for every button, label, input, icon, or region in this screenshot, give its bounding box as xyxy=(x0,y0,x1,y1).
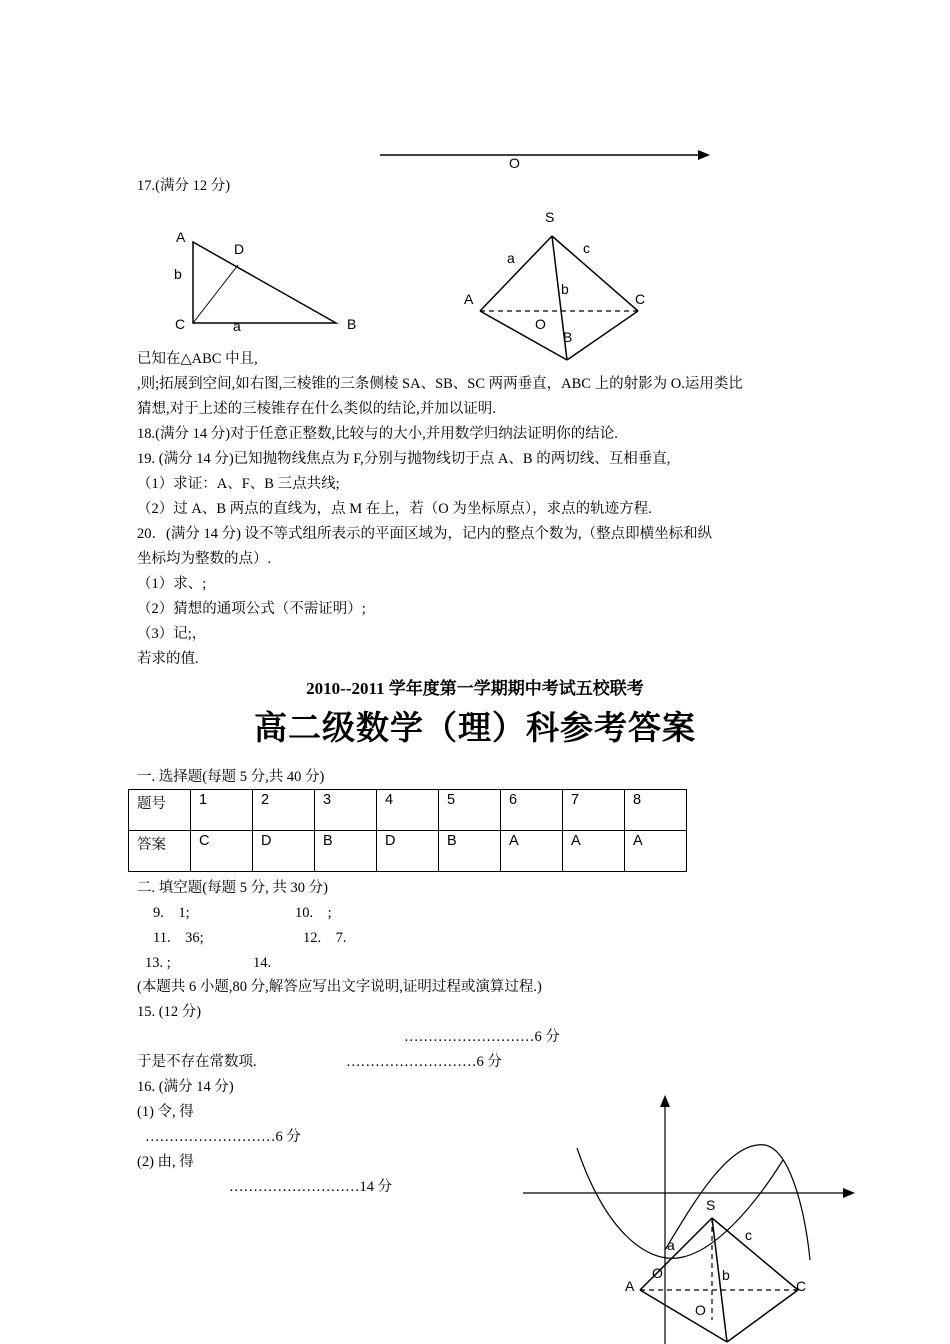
label-s: S xyxy=(706,1197,716,1213)
q19-line2: （1）求证：A、F、B 三点共线; xyxy=(137,476,340,492)
answer-10: 10. ; xyxy=(295,905,332,921)
label-a-side: a xyxy=(233,318,241,334)
triangle-figure xyxy=(165,225,365,335)
q20-line4: （2）猜想的通项公式（不需证明）; xyxy=(137,601,366,617)
table-cell: 3 xyxy=(315,790,377,831)
table-row-numbers xyxy=(129,790,687,831)
table-cell: A xyxy=(563,831,625,872)
q16-line1: (1) 令, 得 xyxy=(137,1104,194,1120)
edge-ab xyxy=(480,311,567,360)
edge-sa xyxy=(480,236,552,311)
segment-cd xyxy=(193,265,238,323)
table-cell: 1 xyxy=(191,790,253,831)
table-cell: 4 xyxy=(377,790,439,831)
section2-heading: 二. 填空题(每题 5 分, 共 30 分) xyxy=(137,880,328,896)
answer-14: 14. xyxy=(253,955,272,971)
x-axis-arrow xyxy=(843,1188,855,1198)
triangle-abc xyxy=(193,242,336,323)
q15-line2: 于是不存在常数项. xyxy=(137,1054,257,1070)
q19-line1: 19. (满分 14 分)已知抛物线焦点为 F,分别与抛物线切于点 A、B 的两切线、互相垂直, xyxy=(137,451,671,467)
q15-score2: ………………………6 分 xyxy=(346,1054,502,1070)
label-b-side: b xyxy=(174,266,182,282)
label-b-vertex: B xyxy=(347,316,357,332)
label-a-vertex: A xyxy=(464,291,474,307)
label-c-vertex: C xyxy=(175,316,186,332)
label-d: D xyxy=(234,241,245,257)
q17-line3: 猜想,对于上述的三棱锥存在什么类似的结论,并加以证明. xyxy=(137,401,496,417)
label-b-vertex: B xyxy=(563,329,573,345)
q16-score2: ………………………14 分 xyxy=(229,1179,393,1195)
q17-line2: ,则;拓展到空间,如右图,三棱锥的三条侧棱 SA、SB、SC 两两垂直，ABC 上的射影为 O.运用类比 xyxy=(137,376,743,392)
table-cell: 7 xyxy=(563,790,625,831)
label-o: O xyxy=(509,155,520,171)
table-cell: B xyxy=(315,831,377,872)
table-cell: 2 xyxy=(253,790,315,831)
table-cell: C xyxy=(191,831,253,872)
table-cell: A xyxy=(501,831,563,872)
table-cell: 8 xyxy=(625,790,687,831)
arrow-head xyxy=(698,150,710,160)
q20-line6: 若求的值. xyxy=(137,651,199,667)
label-o-foot: O xyxy=(695,1302,706,1318)
label-a-vertex: A xyxy=(176,229,186,245)
q20-line1: 20．(满分 14 分) 设不等式组所表示的平面区域为，记内的整点个数为,（整点即横坐标和纵 xyxy=(137,526,713,542)
label-c-edge: c xyxy=(583,240,590,256)
q20-line5: （3）记;， xyxy=(137,626,207,642)
answer-9: 9. 1; xyxy=(153,905,190,921)
q16-line2: (2) 由, 得 xyxy=(137,1154,194,1170)
answer-title: 2010--2011 学年度第一学期期中考试五校联考 xyxy=(306,679,644,698)
q17-line1: 已知在△ABC 中且, xyxy=(137,351,258,367)
row-label-number: 题号 xyxy=(129,790,191,831)
answer-13: 13. ; xyxy=(145,955,171,971)
q18-text: 18.(满分 14 分)对于任意正整数,比较与的大小,并用数学归纳法证明你的结论. xyxy=(137,426,618,442)
label-a-vertex: A xyxy=(625,1278,635,1294)
choice-answer-table xyxy=(128,789,687,872)
y-axis-arrow xyxy=(660,1095,670,1107)
table-cell: D xyxy=(253,831,315,872)
q15-heading: 15. (12 分) xyxy=(137,1004,202,1020)
bottom-figure xyxy=(515,1090,865,1344)
q16-score1: ………………………6 分 xyxy=(145,1129,301,1145)
label-c-vertex: C xyxy=(796,1278,807,1294)
label-b-edge: b xyxy=(561,281,569,297)
edge-ab xyxy=(640,1290,727,1342)
label-b-edge: b xyxy=(722,1267,730,1283)
section1-heading: 一. 选择题(每题 5 分,共 40 分) xyxy=(137,769,325,785)
parabola-curve-1 xyxy=(577,1148,783,1258)
edge-sc xyxy=(552,236,638,311)
q17-heading: 17.(满分 12 分) xyxy=(137,178,231,194)
answer-subtitle: 高二级数学（理）科参考答案 xyxy=(254,711,696,747)
row-label-answer: 答案 xyxy=(129,831,191,872)
q20-line2: 坐标均为整数的点）. xyxy=(137,551,272,567)
label-a-edge: a xyxy=(667,1237,675,1253)
table-row-answers xyxy=(129,831,687,872)
label-c-vertex: C xyxy=(635,291,646,307)
table-cell: D xyxy=(377,831,439,872)
label-o: O xyxy=(535,316,546,332)
top-arrow-diagram xyxy=(370,145,720,175)
q20-line3: （1）求、; xyxy=(137,576,207,592)
edge-cb xyxy=(727,1290,798,1342)
pyramid-figure xyxy=(455,205,655,370)
table-cell: A xyxy=(625,831,687,872)
answer-12: 12. 7. xyxy=(303,930,347,946)
label-c-edge: c xyxy=(745,1227,752,1243)
table-cell: 6 xyxy=(501,790,563,831)
section3-intro: (本题共 6 小题,80 分,解答应写出文字说明,证明过程或演算过程.) xyxy=(137,979,542,995)
table-cell: B xyxy=(439,831,501,872)
q19-line3: （2）过 A、B 两点的直线为，点 M 在上，若（O 为坐标原点），求点的轨迹方程. xyxy=(137,501,652,517)
edge-cb xyxy=(567,311,638,360)
answer-11: 11. 36; xyxy=(153,930,204,946)
q16-heading: 16. (满分 14 分) xyxy=(137,1079,234,1095)
label-s: S xyxy=(545,209,555,225)
label-a-edge: a xyxy=(507,250,515,266)
table-cell: 5 xyxy=(439,790,501,831)
label-o-origin: O xyxy=(652,1265,663,1281)
q15-score1: ………………………6 分 xyxy=(404,1029,560,1045)
